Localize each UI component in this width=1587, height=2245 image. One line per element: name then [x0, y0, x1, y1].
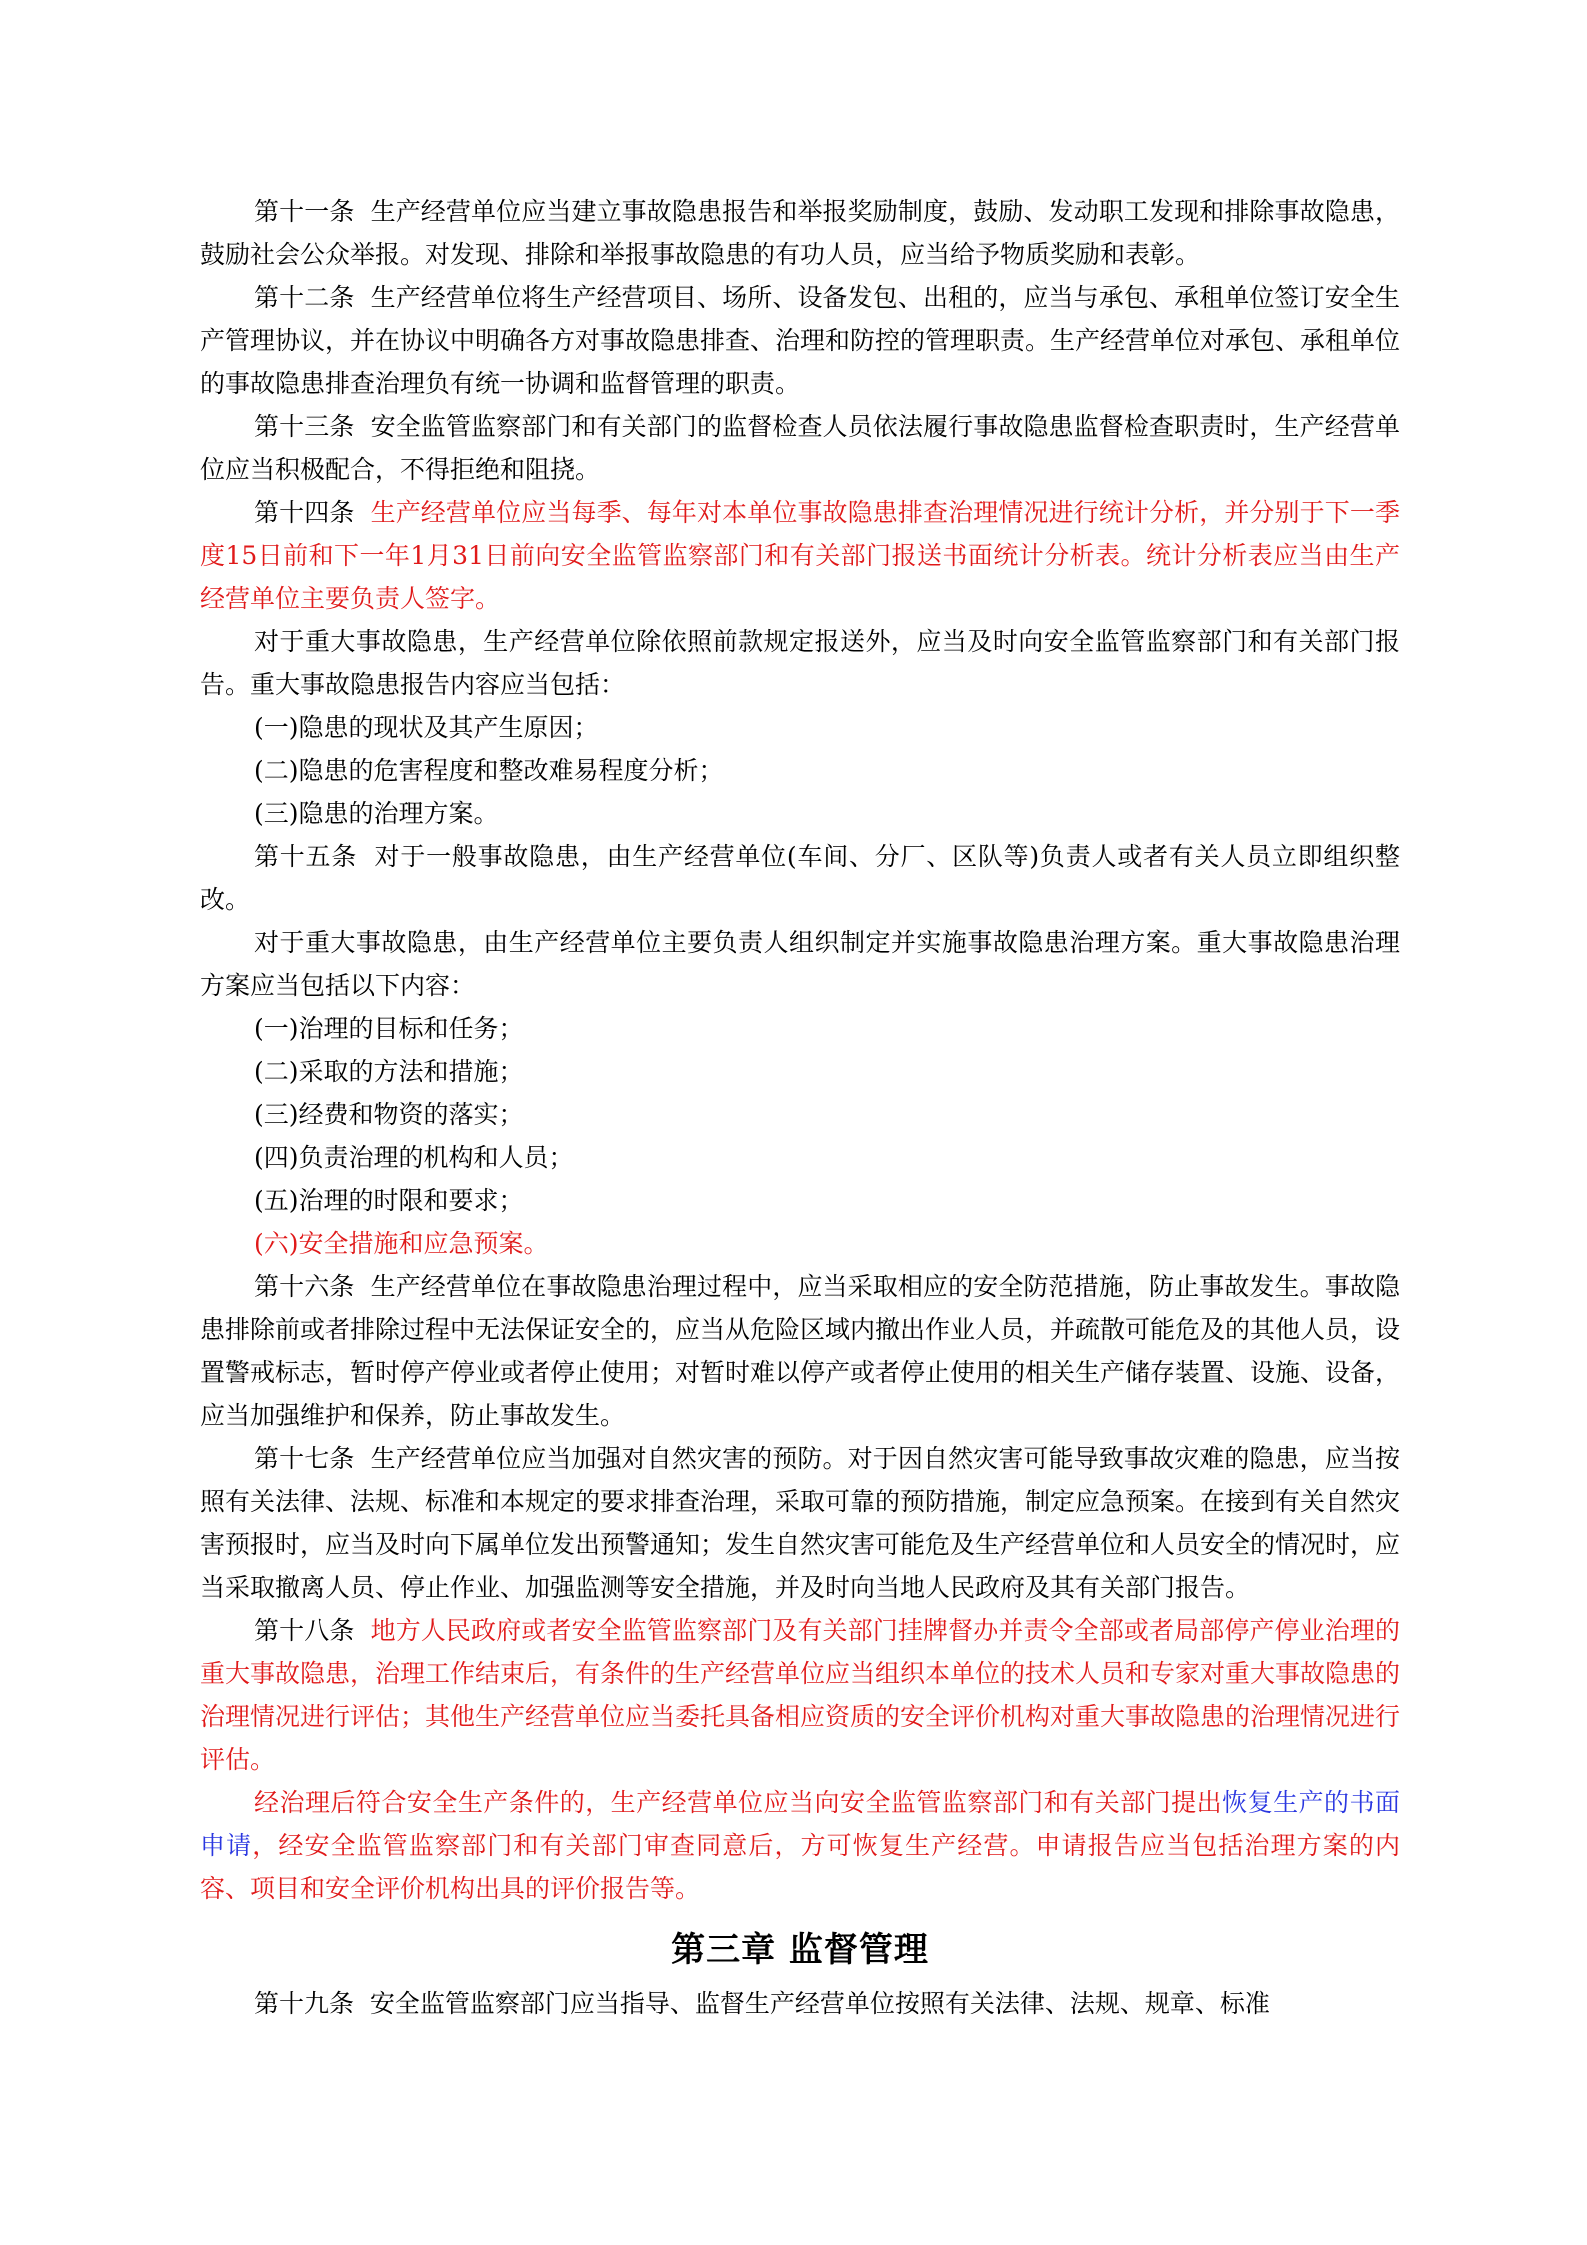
article-18	[200, 1609, 1400, 1781]
article-number: 第十六条	[254, 1272, 355, 1301]
paragraph-text: 经治理后符合安全生产条件的，生产经营单位应当向安全监管监察部门和有关部门提出	[254, 1788, 1223, 1817]
article-number: 第十二条	[254, 283, 355, 312]
article-text: 生产经营单位在事故隐患治理过程中，应当采取相应的安全防范措施，防止事故发生。事故隐患排除前或者排除过程中无法保证安全的，应当从危险区域内撤出作业人员，并疏散可能危及的其他人员，设置警戒标志，暂时停产停业或者停止使用；对暂时难以停产或者停止使用的相关生产储存装置、设施、设备，应当加强维护和保养，防止事故发生。	[200, 1272, 1401, 1430]
chapter-heading: 第三章 监督管理	[671, 1930, 929, 1970]
article-12	[200, 276, 1400, 405]
article-text-highlighted: 地方人民政府或者安全监管监察部门及有关部门挂牌督办并责令全部或者局部停产停业治理的重大事故隐患，治理工作结束后，有条件的生产经营单位应当组织本单位的技术人员和专家对重大事故隐患的治理情况进行评估；其他生产经营单位应当委托具备相应资质的安全评价机构对重大事故隐患的治理情况进行评估。	[200, 1616, 1401, 1774]
paragraph-text: ，经安全监管监察部门和有关部门审查同意后，方可恢复生产经营。申请报告应当包括治理方案的内容、项目和安全评价机构出具的评价报告等。	[200, 1831, 1400, 1903]
article-number: 第十八条	[254, 1616, 355, 1645]
list-item: (一)隐患的现状及其产生原因；	[254, 713, 599, 742]
article-text: 生产经营单位应当建立事故隐患报告和举报奖励制度，鼓励、发动职工发现和排除事故隐患，鼓励社会公众举报。对发现、排除和举报事故隐患的有功人员，应当给予物质奖励和表彰。	[200, 197, 1400, 269]
article-18-paragraph-2	[200, 1781, 1400, 1910]
highlighted-phrase: 恢复生产的书面申请	[200, 1788, 1400, 1860]
list-item: (三)隐患的治理方案。	[254, 799, 499, 828]
article-number: 第十七条	[254, 1444, 355, 1473]
article-11	[200, 190, 1400, 276]
article-text: 安全监管监察部门应当指导、监督生产经营单位按照有关法律、法规、规章、标准	[369, 1989, 1270, 2018]
article-number: 第十四条	[254, 498, 355, 527]
list-item: (二)采取的方法和措施；	[254, 1057, 524, 1086]
article-15	[200, 835, 1400, 921]
article-number: 第十九条	[254, 1989, 355, 2018]
article-number: 第十三条	[254, 412, 355, 441]
article-text: 对于一般事故隐患，由生产经营单位(车间、分厂、区队等)负责人或者有关人员立即组织整改。	[200, 842, 1400, 914]
list-item: (五)治理的时限和要求；	[254, 1186, 524, 1215]
article-text: 生产经营单位将生产经营项目、场所、设备发包、出租的，应当与承包、承租单位签订安全生产管理协议，并在协议中明确各方对事故隐患排查、治理和防控的管理职责。生产经营单位对承包、承租单位的事故隐患排查治理负有统一协调和监督管理的职责。	[200, 283, 1401, 398]
article-16	[200, 1265, 1400, 1437]
article-17	[200, 1437, 1400, 1609]
article-text: 安全监管监察部门和有关部门的监督检查人员依法履行事故隐患监督检查职责时，生产经营单位应当积极配合，不得拒绝和阻挠。	[200, 412, 1400, 484]
article-14	[200, 491, 1400, 620]
article-13	[200, 405, 1400, 491]
article-number: 第十一条	[254, 197, 355, 226]
document-page	[200, 190, 1400, 2025]
list-item-highlighted: (六)安全措施和应急预案。	[254, 1229, 549, 1258]
article-number: 第十五条	[254, 842, 358, 871]
list-item: (三)经费和物资的落实；	[254, 1100, 524, 1129]
article-text: 生产经营单位应当加强对自然灾害的预防。对于因自然灾害可能导致事故灾难的隐患，应当按照有关法律、法规、标准和本规定的要求排查治理，采取可靠的预防措施，制定应急预案。在接到有关自然灾害预报时，应当及时向下属单位发出预警通知；发生自然灾害可能危及生产经营单位和人员安全的情况时，应当采取撤离人员、停止作业、加强监测等安全措施，并及时向当地人民政府及其有关部门报告。	[200, 1444, 1401, 1602]
article-15-paragraph-2: 对于重大事故隐患，由生产经营单位主要负责人组织制定并实施事故隐患治理方案。重大事故隐患治理方案应当包括以下内容：	[200, 928, 1400, 1000]
list-item: (四)负责治理的机构和人员；	[254, 1143, 574, 1172]
article-19	[200, 1982, 1400, 2025]
article-text-highlighted: 生产经营单位应当每季、每年对本单位事故隐患排查治理情况进行统计分析，并分别于下一季度15日前和下一年1月31日前向安全监管监察部门和有关部门报送书面统计分析表。统计分析表应当由生产经营单位主要负责人签字。	[200, 498, 1400, 613]
list-item: (一)治理的目标和任务；	[254, 1014, 524, 1043]
list-item: (二)隐患的危害程度和整改难易程度分析；	[254, 756, 724, 785]
article-14-paragraph-2: 对于重大事故隐患，生产经营单位除依照前款规定报送外，应当及时向安全监管监察部门和有关部门报告。重大事故隐患报告内容应当包括：	[200, 627, 1400, 699]
